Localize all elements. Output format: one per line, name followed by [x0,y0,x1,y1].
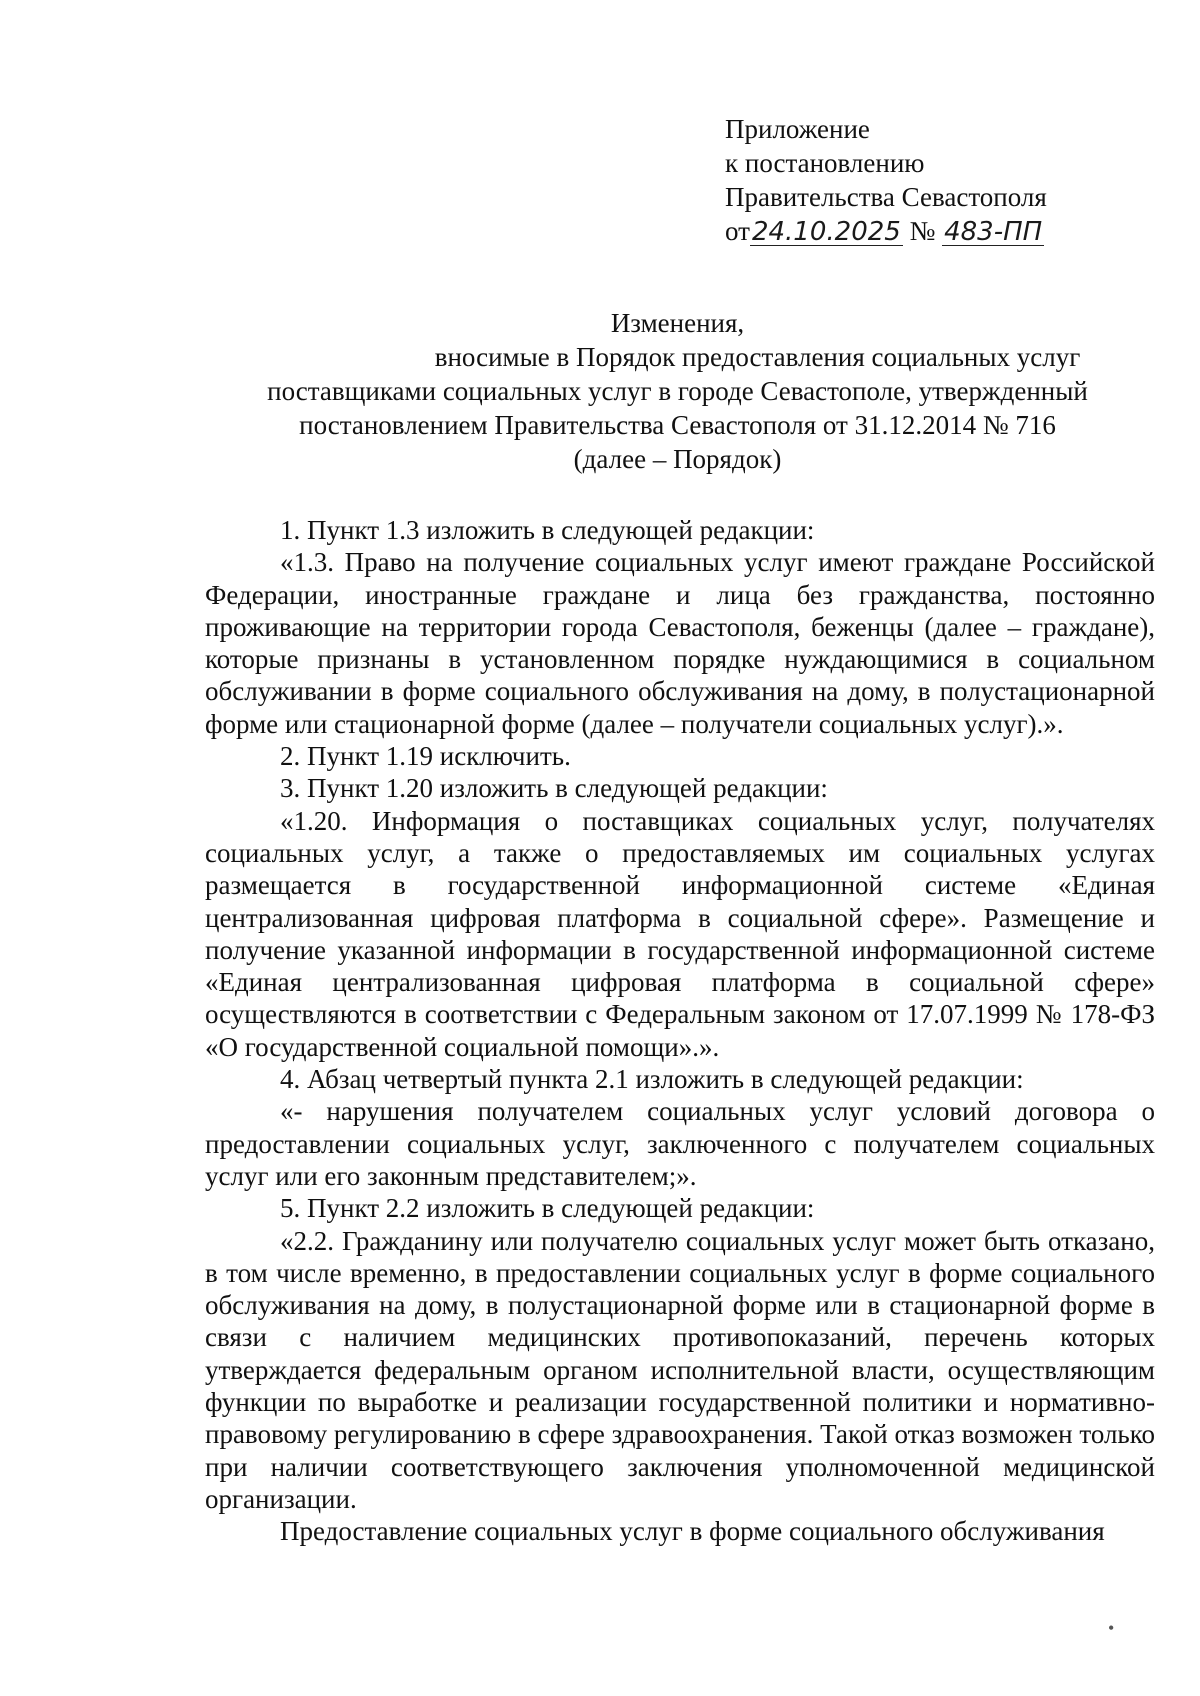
title-line-4: постановлением Правительства Севастополя от 31.12.2014 № 716 [299,410,1056,440]
paragraph-9: «2.2. Гражданину или получателю социальных услуг может быть отказано, в том числе временно, в предоставлении социальных услуг в форме социального обслуживания на дому, в полустационарной форме или в стационарной форме в связи с наличием медицинских противопоказаний, перечень которых утверждается федеральным органом исполнительной власти, осуществляющим функции по выработке и реализации государственной политики и нормативно-правовому регулированию в сфере здравоохранения. Такой отказ возможен только при наличии соответствующего заключения уполномоченной медицинской организации. [205,1225,1155,1514]
document-body [205,514,1155,1548]
appendix-line-2: к постановлению [725,148,925,178]
paragraph-2: «1.3. Право на получение социальных услуг имеют граждане Российской Федерации, иностранные граждане и лица без гражданства, постоянно проживающие на территории города Севастополя, беженцы (далее – граждане), которые признаны в установленном порядке нуждающимися в социальном обслуживании в форме социального обслуживания на дому, в полустационарной форме или стационарной форме (далее – получатели социальных услуг).». [205,547,1155,739]
handwritten-date: 24.10.2025 [751,217,901,247]
appendix-line-3: Правительства Севастополя [725,182,1047,212]
title-line-1: Изменения, [610,308,745,338]
paragraph-5: «1.20. Информация о поставщиках социальных услуг, получателях социальных услуг, а также о предоставляемых им социальных услугах размещается в государственной информационной системе «Единая централизованная цифровая платформа в социальной сфере». Размещение и получение указанной информации в государственной информационной системе «Единая централизованная цифровая платформа в социальной сфере» осуществляются в соответствии с Федеральным законом от 17.07.1999 № 178-ФЗ «О государственной социальной помощи».». [205,805,1155,1062]
title-line-5: (далее – Порядок) [573,444,782,474]
scan-speck: • [1108,1618,1115,1638]
paragraph-10: Предоставление социальных услуг в форме социального обслуживания [280,1516,1105,1547]
title-line-3: поставщиками социальных услуг в городе Севастополе, утвержденный [267,376,1088,406]
appendix-date-number-line [725,214,1145,248]
paragraph-1: 1. Пункт 1.3 изложить в следующей редакции: [280,515,815,545]
number-label: № [909,216,936,246]
paragraph-7: «- нарушения получателем социальных услуг условий договора о предоставлении социальных услуг, заключенного с получателем социальных услуг или его законным представителем;». [205,1096,1155,1191]
paragraph-6: 4. Абзац четвертый пункта 2.1 изложить в следующей редакции: [280,1064,1024,1095]
paragraph-3: 2. Пункт 1.19 исключить. [280,741,571,772]
handwritten-number: 483-ПП [944,217,1043,247]
appendix-header [725,112,1145,248]
title-line-2: вносимые в Порядок предоставления социальных услуг [434,342,1081,372]
document-title [230,306,1125,476]
appendix-line-1: Приложение [725,114,870,144]
from-label: от [725,216,750,246]
paragraph-4: 3. Пункт 1.20 изложить в следующей редакции: [280,773,828,804]
paragraph-8: 5. Пункт 2.2 изложить в следующей редакции: [280,1193,815,1224]
